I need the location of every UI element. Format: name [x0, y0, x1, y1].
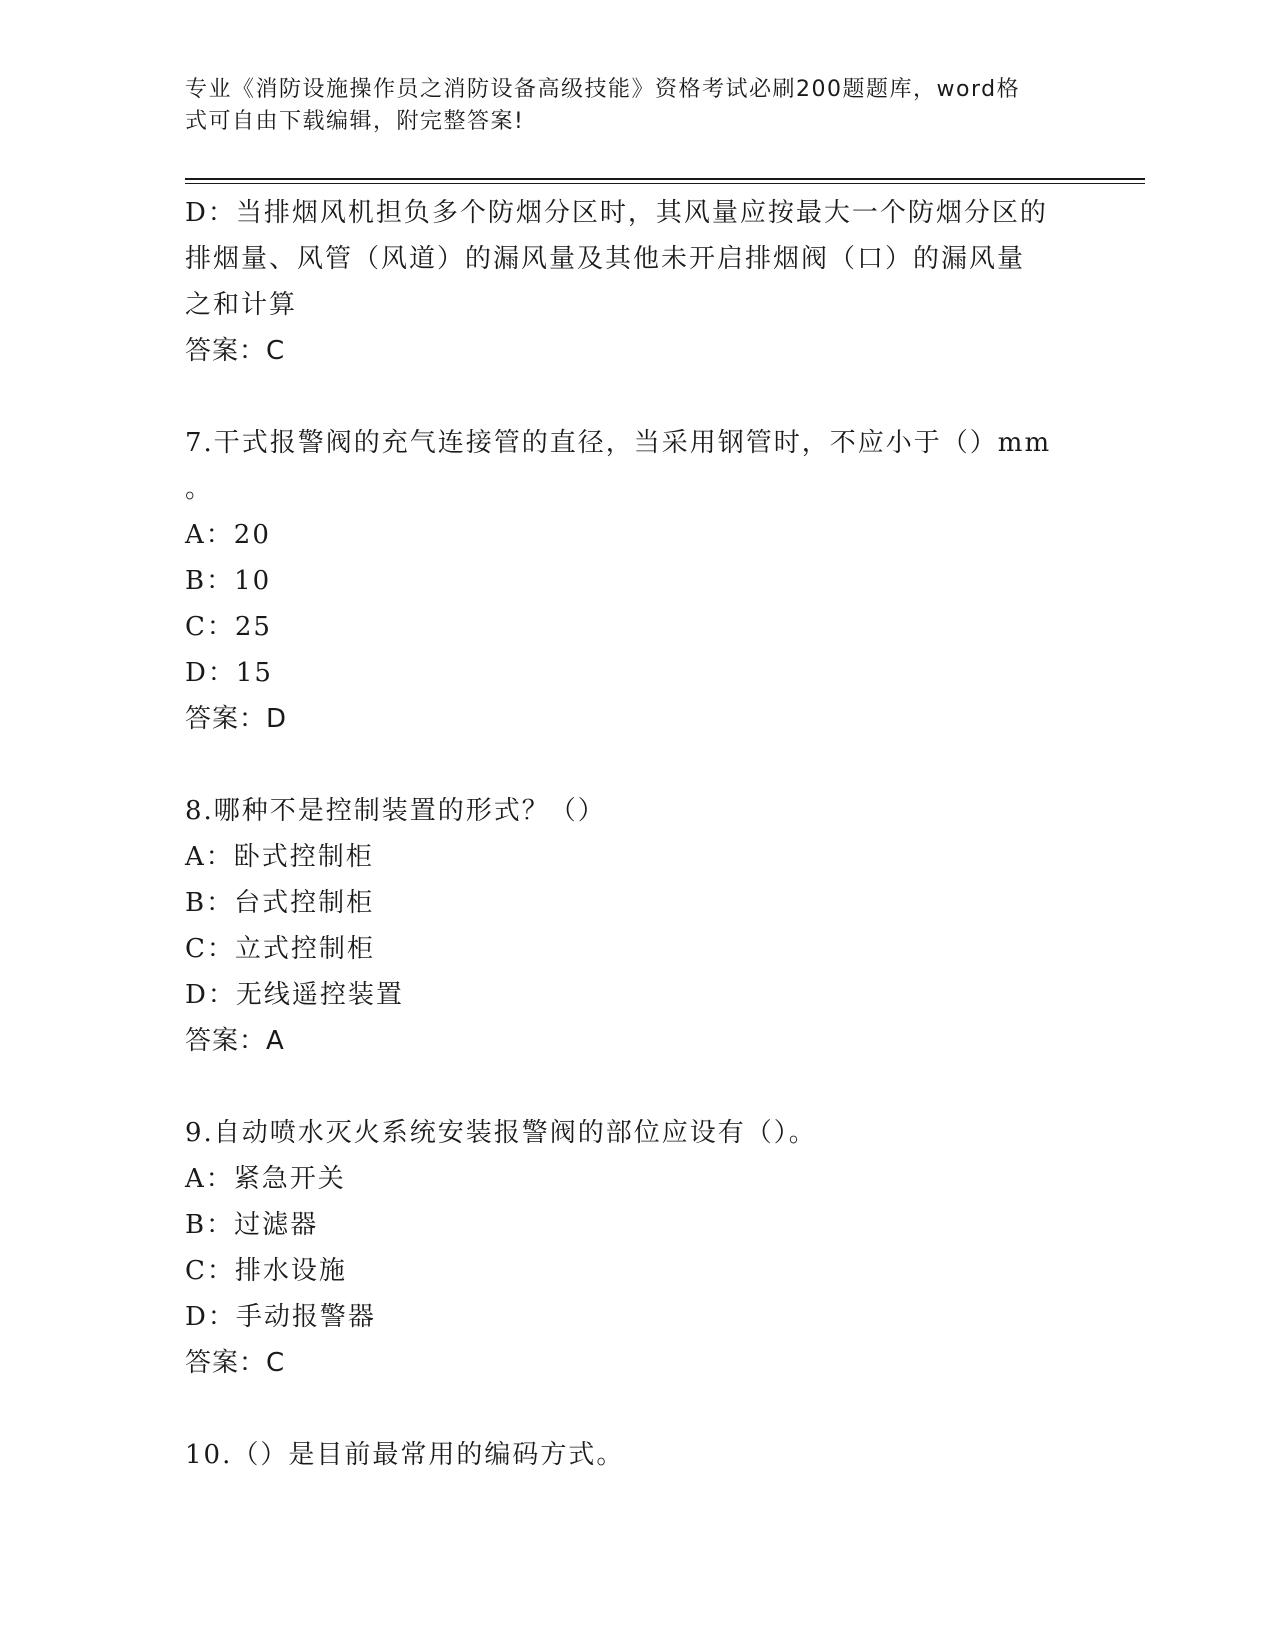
q7-option-d: D：15	[185, 658, 273, 688]
q7-option-a: A：20	[185, 520, 271, 550]
q8-option-c: C：立式控制柜	[185, 934, 375, 964]
question-10-block	[185, 1432, 1065, 1478]
q9-option-c: C：排水设施	[185, 1256, 347, 1286]
q8-stem: 8.哪种不是控制装置的形式？（）	[185, 796, 606, 826]
question-8-block	[185, 788, 1065, 1064]
prev-question-block	[185, 190, 1065, 374]
spacer	[185, 374, 1065, 420]
spacer	[185, 1064, 1065, 1110]
q7-stem-line-2: 。	[185, 474, 214, 504]
header-line-2: 式可自由下载编辑，附完整答案!	[185, 109, 525, 134]
q8-answer: 答案：A	[185, 1026, 285, 1056]
q9-option-b: B：过滤器	[185, 1210, 319, 1240]
q9-option-d: D：手动报警器	[185, 1302, 376, 1332]
header-rule-thick	[185, 178, 1145, 180]
prev-option-d-line-2: 排烟量、风管（风道）的漏风量及其他未开启排烟阀（口）的漏风量	[185, 244, 1026, 274]
q7-answer: 答案：D	[185, 704, 288, 734]
prev-answer: 答案：C	[185, 336, 286, 366]
spacer	[185, 1386, 1065, 1432]
question-7-block	[185, 420, 1065, 742]
q7-option-c: C：25	[185, 612, 272, 642]
header-rule-thin	[185, 183, 1145, 184]
q8-option-b: B：台式控制柜	[185, 888, 375, 918]
header-line-1: 专业《消防设施操作员之消防设备高级技能》资格考试必刷200题题库，word格	[185, 77, 1021, 102]
q8-option-d: D：无线遥控装置	[185, 980, 404, 1010]
document-header	[185, 74, 1065, 138]
q9-option-a: A：紧急开关	[185, 1164, 346, 1194]
q9-answer: 答案：C	[185, 1348, 286, 1378]
spacer	[185, 742, 1065, 788]
q10-stem: 10.（）是目前最常用的编码方式。	[185, 1440, 625, 1470]
q7-stem-line-1: 7.干式报警阀的充气连接管的直径，当采用钢管时，不应小于（）mm	[185, 428, 1052, 458]
question-9-block	[185, 1110, 1065, 1386]
prev-option-d-line-1: D：当排烟风机担负多个防烟分区时，其风量应按最大一个防烟分区的	[185, 198, 1048, 228]
q9-stem: 9.自动喷水灭火系统安装报警阀的部位应设有（）。	[185, 1118, 817, 1148]
prev-option-d-line-3: 之和计算	[185, 290, 298, 320]
q7-option-b: B：10	[185, 566, 272, 596]
question-content	[185, 190, 1065, 1478]
q8-option-a: A：卧式控制柜	[185, 842, 374, 872]
